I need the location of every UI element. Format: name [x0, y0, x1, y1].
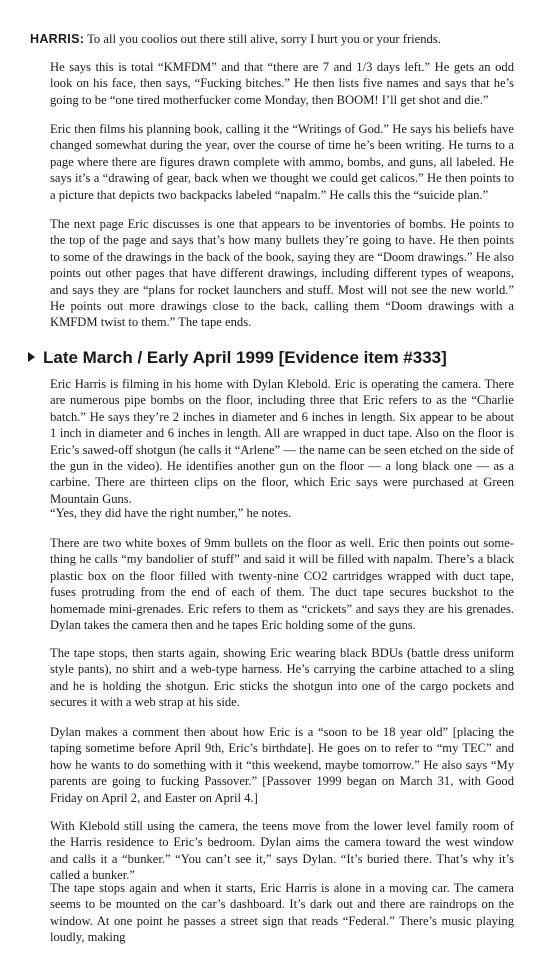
- triangle-bullet-icon: [28, 352, 35, 362]
- body-paragraph: There are two white boxes of 9mm bullets on the floor as well. Eric then points out something he calls “my bandolier of stuff” and said it will be filled with napalm. There’s a black plastic box on the floor filled with twenty-nine CO2 cartridges wrapped with duct tape, fuses protruding from the end of each of them. The duct tape secures buckshot to the homemade mini-grenades. Eric refers to them as “crickets” and says they are his grenades. Dylan takes the camera then and he tapes Eric holding some of the guns.: [50, 536, 514, 633]
- speaker-label: HARRIS:: [30, 32, 85, 46]
- body-paragraph: Eric then films his planning book, calling it the “Writings of God.” He says his beliefs have changed somewhat during the year, over the course of time he’s been writing. He turns to a page where there are figures drawn complete with ammo, bombs, and guns, all labeled. He says it’s a “drawing of gear, back when we thought we could get calicos.” He then points to a picture that depicts two backpacks labeled “napalm.” He calls this the “suicide plan.”: [50, 122, 514, 202]
- intro-paragraph: [30, 31, 530, 47]
- body-paragraph: “Yes, they did have the right number,” he notes.: [50, 506, 292, 520]
- body-paragraph: The next page Eric discusses is one that appears to be inventories of bombs. He points to the top of the page and says that’s how many bullets they’re going to have. He then points to some of the drawings in the back of the book, saying they are “Doom drawings.” He also points out other pages that have different drawings, including different types of weapons, and says they are “plans for rocket launchers and stuff. Most will not see the new world.” He points out more drawings close to the back, calling them “Doom drawings with a KMFDM twist to them.” The tape ends.: [50, 217, 514, 330]
- body-paragraph: He says this is total “KMFDM” and that “there are 7 and 1/3 days left.” He gets an odd look on his face, then says, “Fucking bitches.” He then lists five names and says that he’s going to be “one tired motherfucker come Monday, then BOOM! I’ll get shot and die.”: [50, 60, 514, 107]
- intro-text: To all you coolios out there still alive, sorry I hurt you or your friends.: [84, 32, 441, 46]
- body-paragraph: The tape stops, then starts again, showing Eric wearing black BDUs (battle dress uniform style pants), no shirt and a web-type harness. He’s carrying the carbine attached to a sling and he is holding the shotgun. Eric sticks the shotgun into one of the cargo pockets and secures it with a web strap at his side.: [50, 646, 514, 710]
- body-paragraph: Eric Harris is filming in his home with Dylan Klebold. Eric is operating the camera. There are numerous pipe bombs on the floor, including three that Eric refers to as the “Charlie batch.” He says they’re 2 inches in diameter and 6 inches in length. Six appear to be about 1 inch in diameter and 6 inches in length. All are wrapped in duct tape. Also on the floor is Eric’s sawed-off shotgun (he calls it “Arlene” — the name can be seen etched on the side of the gun in the video). He identifies another gun on the floor — a long black one — as a carbine. There are thirteen clips on the floor, which Eric says were purchased at Green Mountain Guns.: [50, 377, 514, 506]
- body-paragraph: The tape stops again and when it starts, Eric Harris is alone in a moving car. The camera seems to be mounted on the car’s dashboard. It’s dark out and there are raindrops on the window. At one point he passes a street sign that reads “Federal.” There’s music playing loudly, making: [50, 881, 514, 945]
- section-heading: [28, 347, 528, 369]
- section-heading-text: Late March / Early April 1999 [Evidence item #333]: [43, 348, 447, 367]
- body-paragraph: Dylan makes a comment then about how Eric is a “soon to be 18 year old” [placing the taping sometime before April 9th, Eric’s birthdate]. He goes on to refer to “my TEC” and how he wants to do something with it “this weekend, maybe tomorrow.” He also says “My parents are going to fucking Passover.” [Passover 1999 began on March 31, with Good Friday on April 2, and Easter on April 4.]: [50, 725, 514, 805]
- body-paragraph: With Klebold still using the camera, the teens move from the lower level family room of the Harris residence to Eric’s bedroom. Dylan aims the camera toward the west window and calls it a “bunker.” “You can’t see it,” says Dylan. “It’s buried there. That’s why it’s called a bunker.”: [50, 819, 514, 883]
